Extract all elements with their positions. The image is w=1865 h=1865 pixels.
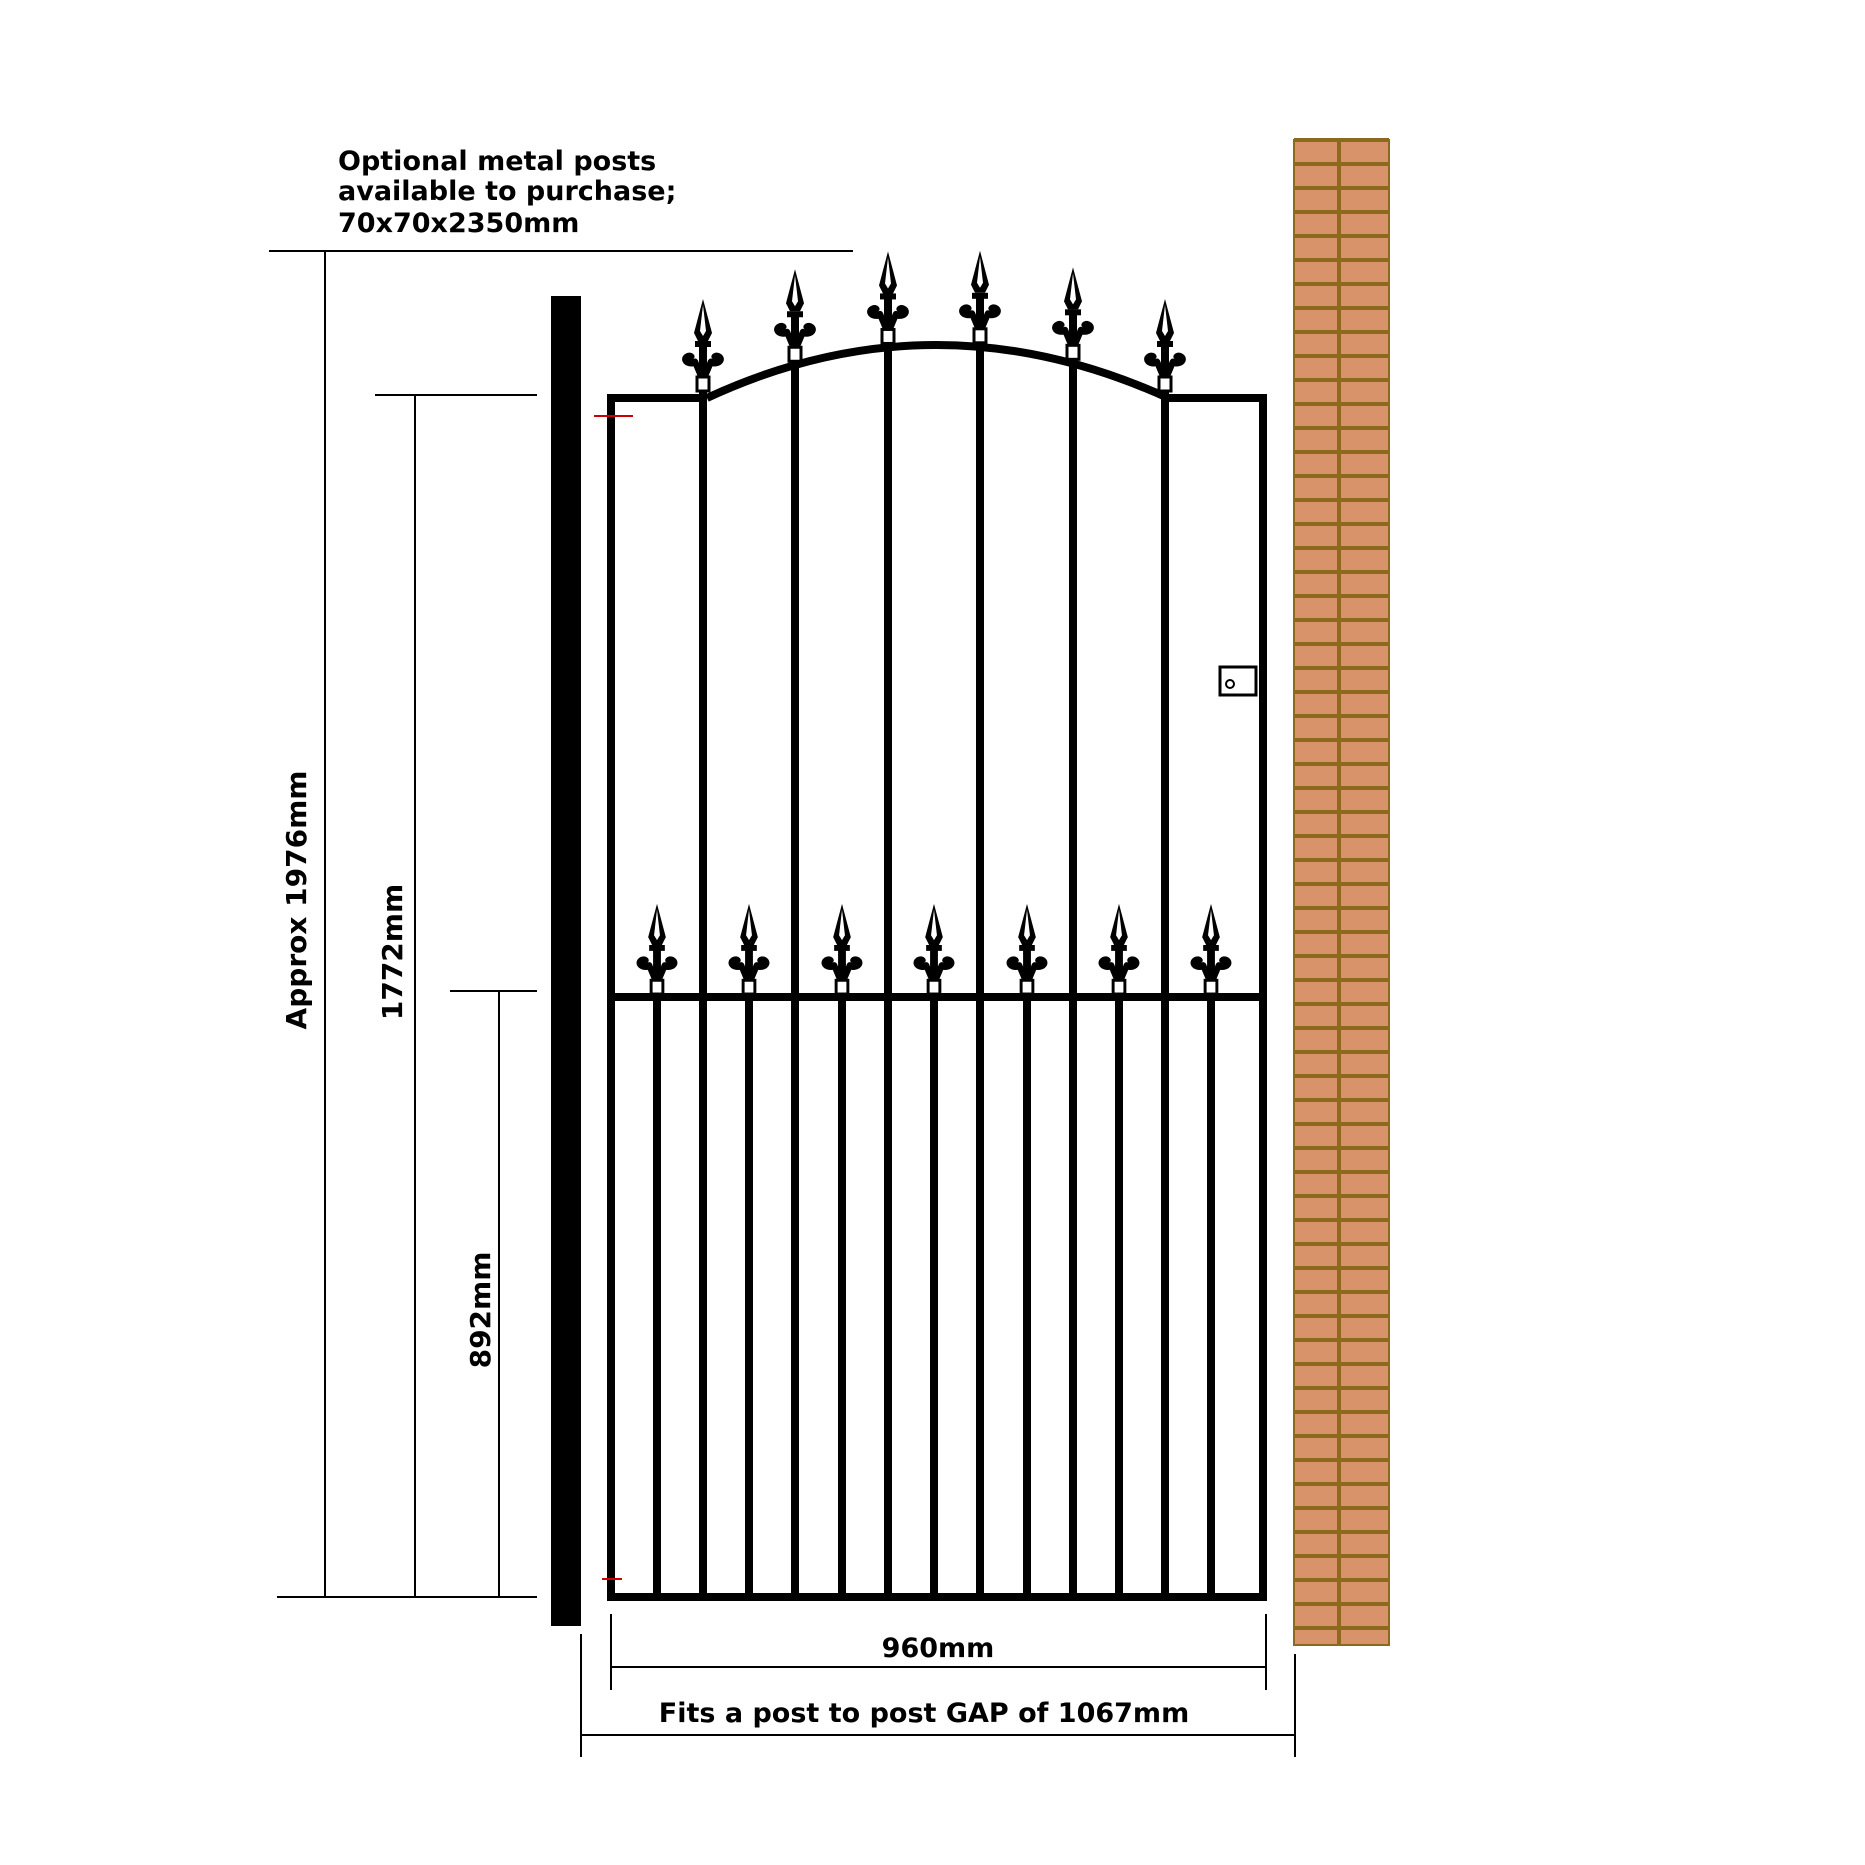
note-line-2: available to purchase; [338,176,677,207]
gate-arch [707,345,1168,398]
gate-width-label: 960mm [881,1633,995,1664]
brick-wall [1294,140,1389,1645]
note-line-3: 70x70x2350mm [338,208,580,239]
post-gap-label: Fits a post to post GAP of 1067mm [658,1698,1190,1729]
spear-finial-icon [1144,299,1186,391]
wall-face [1294,140,1389,1645]
spear-finial-icon [867,251,909,343]
spear-finial-icon [682,299,724,391]
spear-finial-icon [914,904,955,994]
latch-icon [1220,667,1256,695]
note-line-1: Optional metal posts [338,146,657,177]
spear-finial-icon [1052,267,1094,359]
spear-finial-icon [1007,904,1048,994]
spear-finial-icon [822,904,863,994]
bottom-section-label: 892mm [464,1251,497,1369]
gate-height-label: 1772mm [376,883,409,1021]
spear-finial-icon [1099,904,1140,994]
spear-finial-icon [1191,904,1232,994]
spear-finial-icon [729,904,770,994]
spear-finial-icon [774,269,816,361]
spear-finial-icon [959,251,1001,343]
gate-frame [607,251,1267,1597]
overall-height-label: Approx 1976mm [280,770,313,1030]
spear-finial-icon [637,904,678,994]
hinge-post [551,296,581,1626]
